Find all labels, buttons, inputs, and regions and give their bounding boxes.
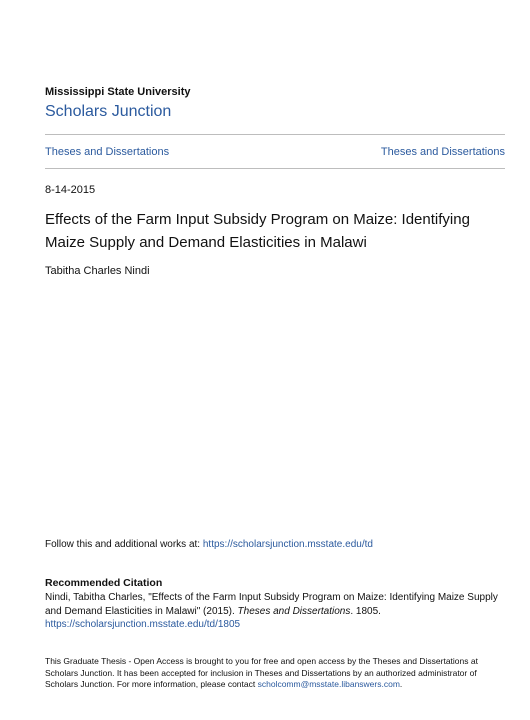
- notice-text: This Graduate Thesis - Open Access is brought to you for free and open access by the Theses and Dissertations at Scholars Junction. It has been accepted for inclusion in Theses and Dissertations by an authorized administrator of Scholars Junction. For more information, please contact: [45, 656, 478, 689]
- access-notice: [45, 656, 505, 691]
- author-name: Tabitha Charles Nindi: [45, 265, 150, 277]
- collection-link-left[interactable]: Theses and Dissertations: [45, 146, 170, 158]
- institution-name: Mississippi State University: [45, 86, 191, 98]
- citation-series: Theses and Dissertations: [237, 605, 351, 617]
- collection-link-right[interactable]: Theses and Dissertations: [380, 146, 505, 158]
- citation-text: Nindi, Tabitha Charles, "Effects of the Farm Input Subsidy Program on Maize: Identifying Maize Supply and Demand Elasticities in Malawi" (2015).: [45, 592, 498, 617]
- divider-top: [45, 134, 505, 135]
- recommended-citation-heading: Recommended Citation: [45, 577, 163, 589]
- follow-line: [45, 539, 373, 550]
- document-title: Effects of the Farm Input Subsidy Program on Maize: Identifying Maize Supply and Demand Elasticities in Malawi: [45, 211, 470, 251]
- citation-block: [45, 591, 510, 632]
- contact-email-link[interactable]: scholcomm@msstate.libanswers.com: [257, 679, 400, 689]
- divider-bottom: [45, 168, 505, 169]
- publication-date: 8-14-2015: [45, 184, 96, 196]
- repository-link[interactable]: Scholars Junction: [45, 103, 172, 120]
- follow-link[interactable]: https://scholarsjunction.msstate.edu/td: [202, 539, 373, 550]
- citation-text-end: . 1805.: [350, 605, 381, 617]
- follow-text: Follow this and additional works at:: [45, 539, 203, 550]
- citation-link[interactable]: https://scholarsjunction.msstate.edu/td/1805: [45, 619, 241, 630]
- notice-end: .: [399, 679, 403, 689]
